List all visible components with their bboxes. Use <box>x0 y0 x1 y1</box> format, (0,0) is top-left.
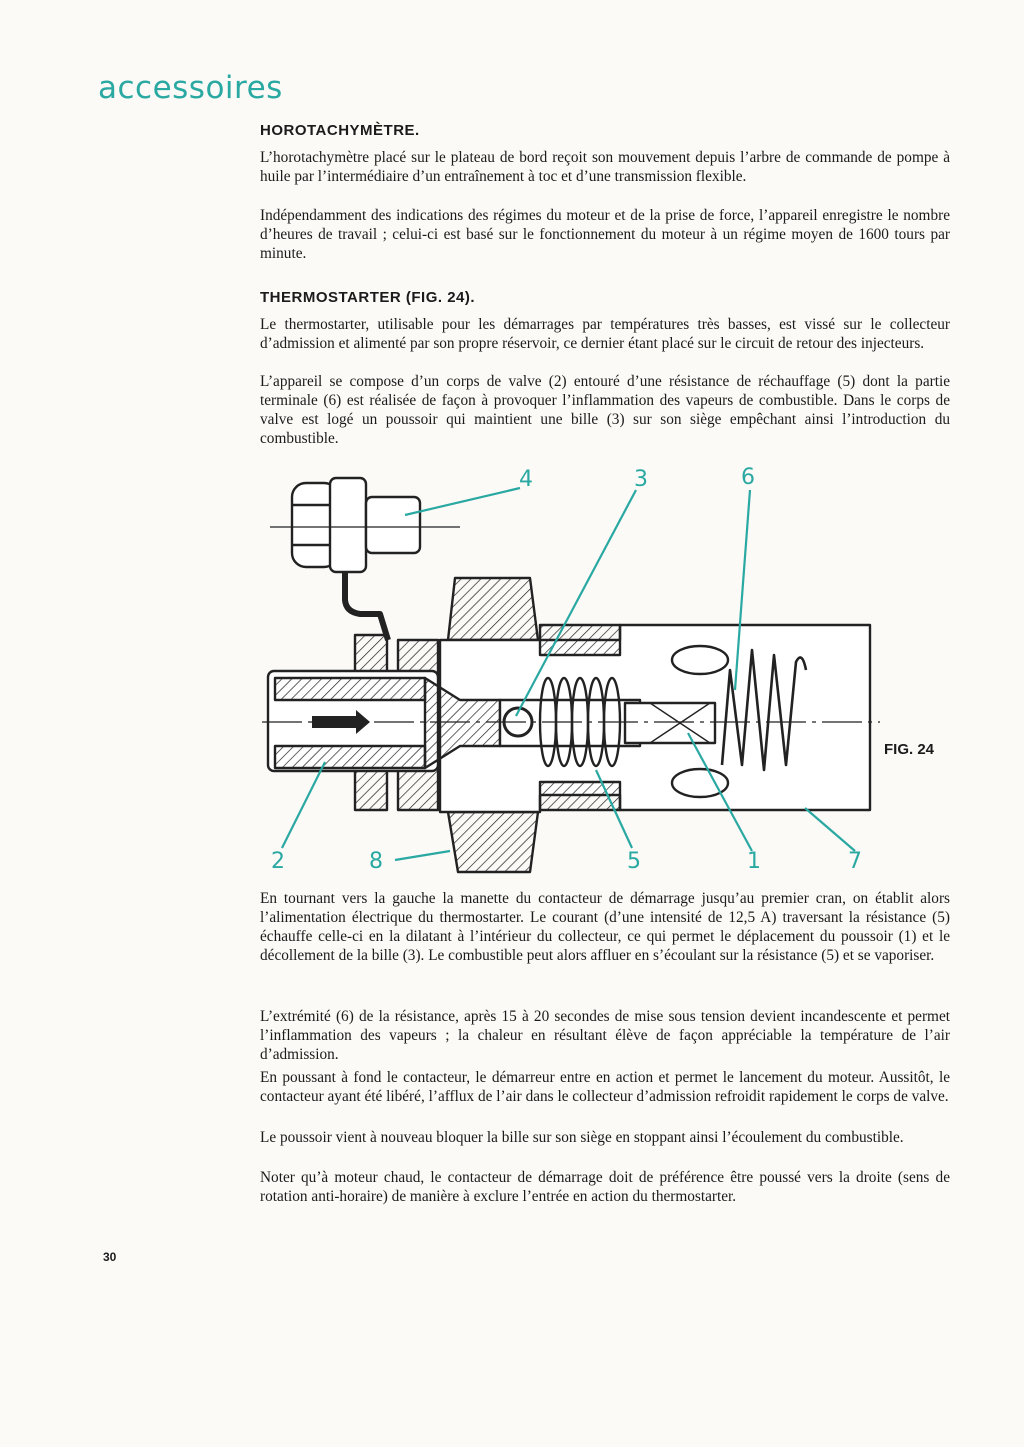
thermostarter-paragraph-2: L’appareil se compose d’un corps de valve (2) entouré d’une résistance de réchauffage (5) dont la partie terminale (6) est réalisée de façon à provoquer l’inflammation des vapeurs de combustible. Dans le corps de valve est logé un poussoir qui maintient une bille (3) sur son siège empêchant ainsi l’introduction du combustible. <box>260 373 950 447</box>
thermostarter-paragraph-1: Le thermostarter, utilisable pour les démarrages par températures très basses, est vissé sur le collecteur d’admission et alimenté par son propre réservoir, ce dernier étant placé sur le circuit de retour des injecteurs. <box>260 316 950 352</box>
callout-8: 8 <box>369 849 383 874</box>
callout-2: 2 <box>271 849 285 874</box>
callout-6: 6 <box>741 465 755 490</box>
callout-1: 1 <box>747 849 761 874</box>
figure-label: FIG. 24 <box>884 741 935 758</box>
callout-3: 3 <box>634 467 648 492</box>
thermostarter-title: THERMOSTARTER (FIG. 24). <box>260 289 476 306</box>
operation-paragraph-3: En poussant à fond le contacteur, le démarreur entre en action et permet le lancement du moteur. Aussitôt, le contacteur ayant été libéré, l’afflux de l’air dans le collecteur d’admission refroidit rapidement le corps de valve. <box>260 1069 950 1105</box>
operation-paragraph-4: Le poussoir vient à nouveau bloquer la bille sur son siège en stoppant ainsi l’écoulement du combustible. <box>260 1129 904 1146</box>
horotachymetre-paragraph-1: L’horotachymètre placé sur le plateau de bord reçoit son mouvement depuis l’arbre de commande de pompe à huile par l’intermédiaire d’un entraînement à toc et d’une transmission flexible. <box>260 149 950 185</box>
operation-paragraph-5: Noter qu’à moteur chaud, le contacteur de démarrage doit de préférence être poussé vers la droite (sens de rotation anti-horaire) de manière à exclure l’entrée en action du thermostarter. <box>260 1169 950 1205</box>
section-heading: accessoires <box>98 70 283 106</box>
callout-5: 5 <box>627 849 641 874</box>
fitting-nut-lower <box>448 812 538 872</box>
horotachymetre-paragraph-2: Indépendamment des indications des régimes du moteur et de la prise de force, l’appareil enregistre le nombre d’heures de travail ; celui-ci est basé sur le fonctionnement du moteur à un régime moyen de 1600 tours par minute. <box>260 207 950 262</box>
fitting-nut-upper <box>448 578 538 640</box>
page-number: 30 <box>103 1250 117 1264</box>
callout-4: 4 <box>519 467 533 492</box>
operation-paragraph-2: L’extrémité (6) de la résistance, après 15 à 20 secondes de mise sous tension devient incandescente et permet l’inflammation des vapeurs ; la chaleur en résultant élève de façon appréciable la température de l’air d’admission. <box>260 1008 950 1063</box>
callout-7: 7 <box>848 849 862 874</box>
terminal-nut <box>330 478 366 572</box>
operation-paragraph-1: En tournant vers la gauche la manette du contacteur de démarrage jusqu’au premier cran, on établit alors l’alimentation électrique du thermostarter. Le courant (d’une intensité de 12,5 A) traversant la résistance (5) échauffe celle-ci en la dilatant à l’intérieur du collecteur, ce qui permet le déplacement du poussoir (1) et le décollement de la bille (3). Le combustible peut alors affluer en s’écoulant sur la résistance (5) et se vaporiser. <box>260 890 950 964</box>
horotachymetre-title: HOROTACHYMÈTRE. <box>260 122 420 139</box>
